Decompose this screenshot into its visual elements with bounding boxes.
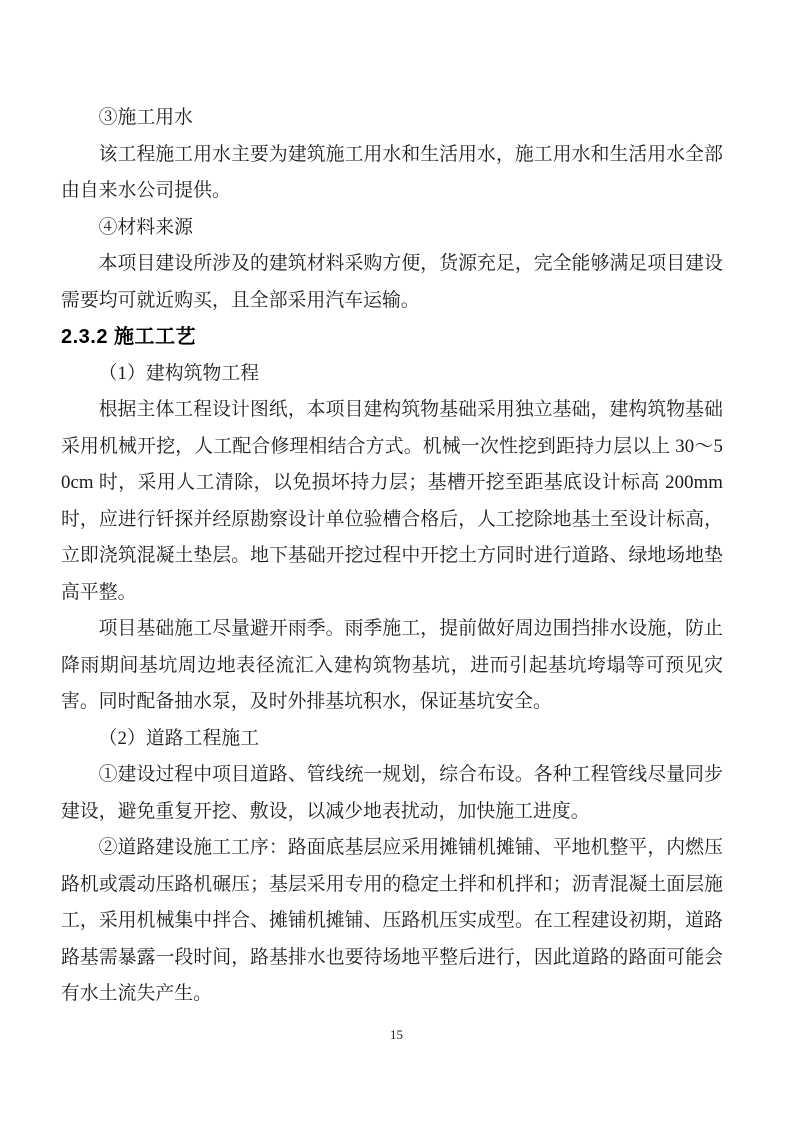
paragraph-construction-water-body: 该工程施工用水主要为建筑施工用水和生活用水，施工用水和生活用水全部由自来水公司提供。 (61, 143, 723, 201)
document-body (61, 100, 723, 1013)
section-heading-2-3-2: 2.3.2 施工工艺 (61, 326, 197, 348)
page-footer (0, 1026, 793, 1044)
paragraph-structures-foundation-body: 根据主体工程设计图纸，本项目建构筑物基础采用独立基础，建构筑物基础采用机械开挖，人工配合修理相结合方式。机械一次性挖到距持力层以上 30～50cm 时，采用人工清除，以免损坏持力层；基槽开挖至距基底设计标高 200mm 时，应进行钎探并经原勘察设计单位验槽合格后，人工挖除地基土至设计标高，立即浇筑混凝土垫层。地下基础开挖过程中开挖土方同时进行道路、绿地场地垫高平整。 (61, 399, 723, 603)
paragraph-road-item-2: ②道路建设施工工序：路面底基层应采用摊铺机摊铺、平地机整平，内燃压路机或震动压路机碾压；基层采用专用的稳定土拌和机拌和；沥青混凝土面层施工，采用机械集中拌合、摊铺机摊铺、压路机压实成型。在工程建设初期，道路路基需暴露一段时间，路基排水也要待场地平整后进行，因此道路的路面可能会有水土流失产生。 (61, 837, 723, 1004)
paragraph-structures-subtitle: （1）建构筑物工程 (98, 362, 260, 384)
page-number: 15 (390, 1027, 403, 1042)
paragraph-rainy-season-body: 项目基础施工尽量避开雨季。雨季施工，提前做好周边围挡排水设施，防止降雨期间基坑周边地表径流汇入建构筑物基坑，进而引起基坑垮塌等可预见灾害。同时配备抽水泵，及时外排基坑积水，保证基坑安全。 (61, 618, 723, 712)
paragraph-road-subtitle: （2）道路工程施工 (98, 727, 260, 749)
paragraph-material-source-title: ④材料来源 (98, 216, 193, 238)
paragraph-material-source-body: 本项目建设所涉及的建筑材料采购方便，货源充足，完全能够满足项目建设需要均可就近购买，且全部采用汽车运输。 (61, 253, 723, 311)
paragraph-road-item-1: ①建设过程中项目道路、管线统一规划，综合布设。各种工程管线尽量同步建设，避免重复开挖、敷设，以减少地表扰动，加快施工进度。 (61, 764, 723, 822)
paragraph-construction-water-title: ③施工用水 (98, 107, 193, 128)
